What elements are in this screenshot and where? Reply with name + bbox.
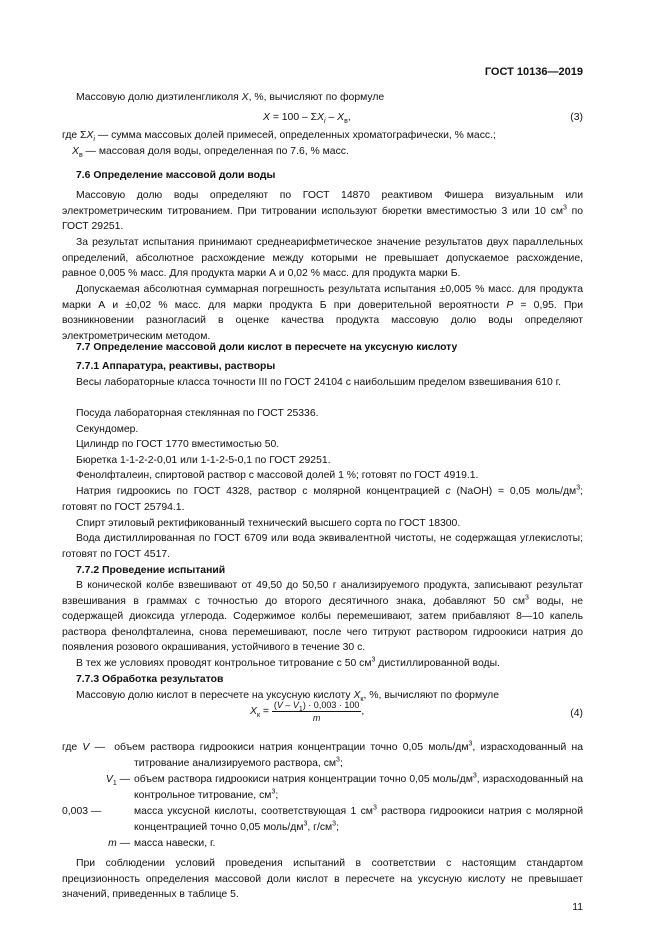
where-4-def-1: где V — объем раствора гидроокиси натрия концентрации точно 0,05 моль/$дм^3$, израсходованный на титрование анализируемого раствора, $см^3$; [62, 740, 583, 769]
section-7-7-2-p1: В конической колбе взвешивают от 49,50 до 50,50 г анализируемого продукта, записывают результат взвешивания в граммах с точностью до второго десятичного знака, добавляют 50 $см^3$ воды, не содержащей диоксида углерода. Содержимое колбы перемешивают, затем прибавляют 8—10 капель раствора фенолфталеина, снова перемешивают, после чего титруют раствором гидроокиси натрия до появления розового окрашивания, устойчивого в течение 30 с. [62, 580, 583, 654]
section-7-6-p3: Допускаемая абсолютная суммарная погрешность результата испытания ±0,005 % масс. для продукта марки А и ±0,02 % масс. для марки продукта Б при доверительной вероятности P = 0,95. При возникновении разногласий в оценке качества продукта массовую долю воды определяют электрометрическим методом. [62, 284, 583, 342]
section-7-6-p2: За результат испытания принимают среднеарифметическое значение результатов двух параллельных определений, абсолютное расхождение между которыми не превышает допускаемое расхождение, равное 0,005 % масс. Для продукта марки А и 0,02 % масс. для продукта марки Б. [62, 237, 583, 280]
where-4-def-2: $V_1$ — объем раствора гидроокиси натрия концентрации точно 0,05 моль/$дм^3$, израсходованный на контрольное титрование, $см^3$; [105, 772, 583, 801]
formula-3: $X = 100 - \Sigma X_i - X_в$, [263, 112, 351, 126]
equipment-item-2: Посуда лабораторная стеклянная по ГОСТ 25336. [76, 408, 319, 419]
deg-intro: Массовую долю диэтиленгликоля X, %, вычисляют по формуле [76, 92, 385, 103]
where-4-def-3: 0,003 — масса уксусной кислоты, соответствующая 1 $см^3$ раствора гидроокиси натрия с молярной концентрацией точно 0,05 моль/$дм^3$, $г/см^3$; [62, 804, 583, 833]
document-code: ГОСТ 10136—2019 [484, 66, 583, 78]
formula-4-number: (4) [570, 708, 583, 719]
equipment-item-9: Вода дистиллированная по ГОСТ 6709 или вода эквивалентной чистоты, не содержащая углекислоты; готовят по ГОСТ 4517. [62, 533, 583, 560]
section-7-7-3-title: 7.7.3 Обработка результатов [76, 674, 224, 685]
section-7-7-3-intro: Массовую долю кислот в пересчете на уксусную кислоту $X_к$, %, вычисляют по формуле [76, 690, 500, 704]
formula-4: $X_к$ = $\frac{(V - V_1) \cdot 0,003 \cdot 100}{m}$ , [250, 700, 365, 723]
equipment-item-8: Спирт этиловый ректификованный технический высшего сорта по ГОСТ 18300. [76, 518, 461, 529]
where-4-def-4: m — масса навески, г. [108, 838, 216, 849]
section-7-7-2-p2: В тех же условиях проводят контрольное титрование с 50 $см^3$ дистиллированной воды. [76, 656, 500, 669]
equipment-item-6: Фенолфталеин, спиртовой раствор с массовой долей 1 %; готовят по ГОСТ 4919.1. [76, 470, 479, 481]
where-3-def-2: $X_в$ — массовая доля воды, определенная по 7.6, % масс. [72, 146, 349, 160]
page-number: 11 [572, 902, 583, 913]
section-7-7-1-title: 7.7.1 Аппаратура, реактивы, растворы [76, 361, 276, 372]
equipment-item-4: Цилиндр по ГОСТ 1770 вместимостью 50. [76, 439, 280, 450]
equipment-item-7: Натрия гидроокись по ГОСТ 4328, раствор с молярной концентрацией с (NaOH) = 0,05 моль/$дм^3$; готовят по ГОСТ 25794.1. [62, 484, 583, 513]
section-7-6-title: 7.6 Определение массовой доли воды [76, 170, 276, 181]
equipment-item-5: Бюретка 1-1-2-2-0,01 или 1-1-2-5-0,1 по ГОСТ 29251. [76, 455, 331, 466]
final-paragraph: При соблюдении условий проведения испытаний в соответствии с настоящим стандартом прецизионность определения массовой доли кислот в пересчете на уксусную кислоту не превышает значений, приведенных в таблице 5. [62, 858, 583, 901]
formula-4-fraction: $\frac{(V - V_1) \cdot 0,003 \cdot 100}{m}$ [273, 700, 360, 723]
section-7-7-title: 7.7 Определение массовой доли кислот в пересчете на уксусную кислоту [76, 342, 458, 353]
section-7-7-2-title: 7.7.2 Проведение испытаний [76, 565, 226, 576]
section-7-6-p1: Массовую долю воды определяют по ГОСТ 14870 реактивом Фишера визуальным или электрометрическим титрованием. При титровании используют бюретки вместимостью 3 или 10 $см^3$ по ГОСТ 29251. [62, 190, 583, 233]
equipment-item-3: Секундомер. [76, 424, 139, 435]
where-3-def-1: где $\Sigma X_i$ — сумма массовых долей примесей, определенных хроматографически, % масс.; [62, 130, 496, 144]
formula-3-number: (3) [570, 112, 583, 123]
equipment-item-1: Весы лабораторные класса точности III по ГОСТ 24104 с наибольшим пределом взвешивания 610 г. [76, 377, 562, 388]
